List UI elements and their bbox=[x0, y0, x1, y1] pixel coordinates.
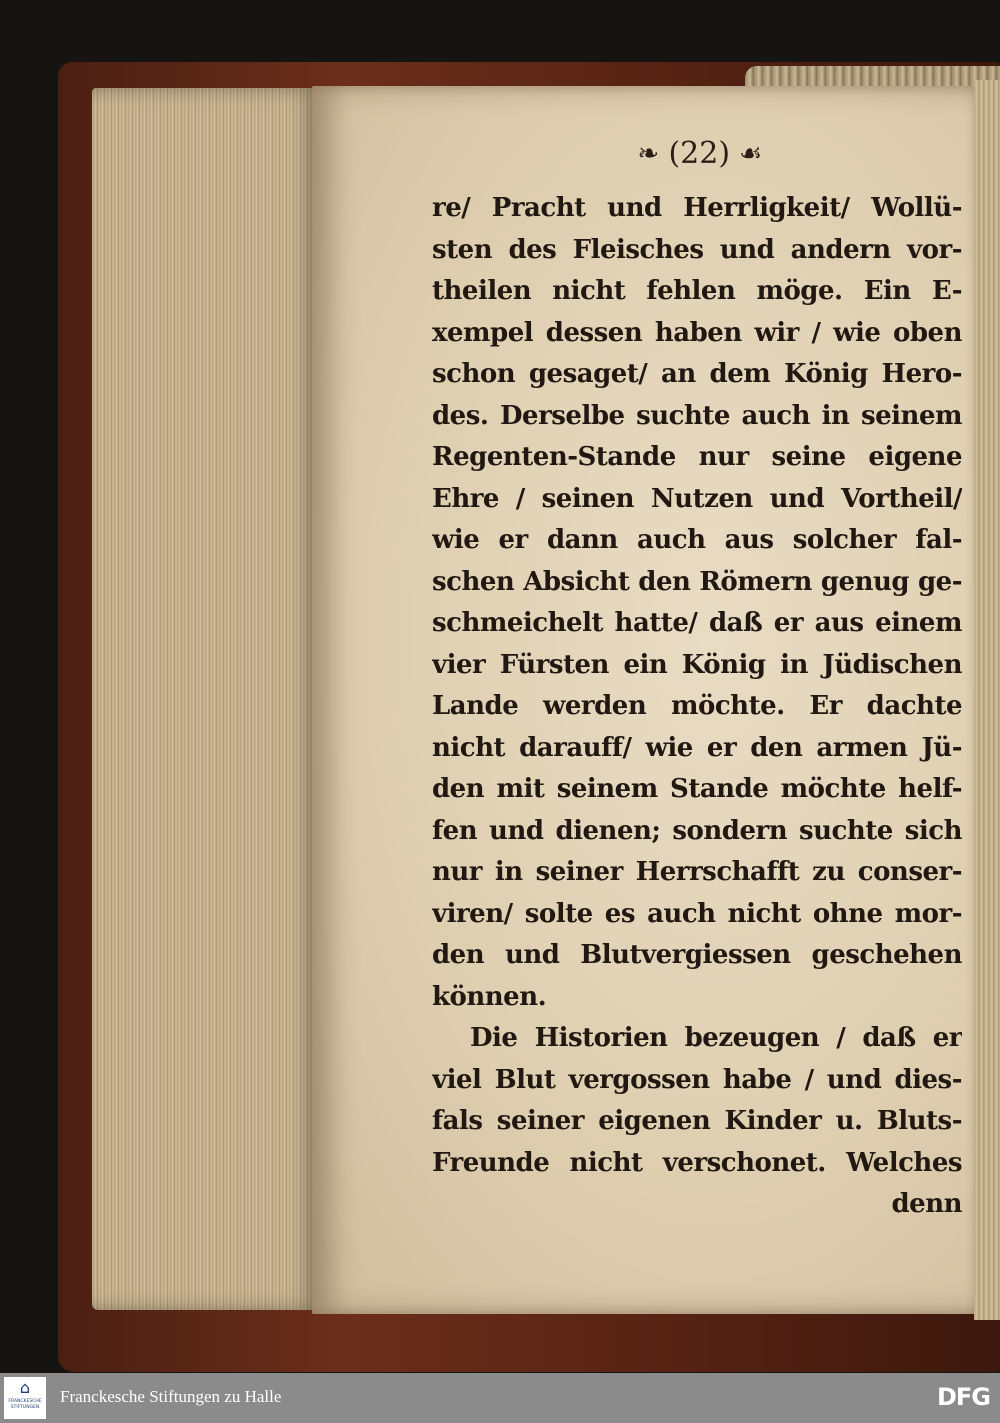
text-line: schmeichelt hatte/ daß er aus einem bbox=[432, 608, 962, 638]
right-ornament-icon: ☙ bbox=[739, 138, 763, 169]
text-line: nur in seiner Herrschafft zu conser- bbox=[432, 857, 962, 887]
text-line: xempel dessen haben wir / wie oben bbox=[432, 317, 962, 348]
viewer-footer bbox=[0, 1373, 1000, 1423]
text-line: wie er dann auch aus solcher fal- bbox=[432, 525, 962, 555]
text-line: können. bbox=[432, 981, 547, 1012]
left-ornament-icon: ❧ bbox=[637, 138, 660, 169]
text-line: viren/ solte es auch nicht ohne mor- bbox=[432, 898, 962, 929]
text-line: schon gesaget/ an dem König Hero- bbox=[432, 359, 962, 389]
text-line: nicht darauff/ wie er den armen Jü- bbox=[432, 732, 962, 763]
text-line: den mit seinem Stande möchte helf- bbox=[432, 774, 962, 804]
page-number: (22) bbox=[668, 136, 731, 171]
text-line: theilen nicht fehlen möge. Ein E- bbox=[432, 276, 962, 306]
text-line: Die Historien bezeugen / daß er bbox=[470, 1023, 962, 1053]
page-right-edge bbox=[974, 80, 1000, 1320]
catchword: denn bbox=[891, 1189, 962, 1219]
text-line: viel Blut vergossen habe / und dies- bbox=[432, 1064, 962, 1095]
page-block-edges bbox=[92, 88, 320, 1310]
text-line: vier Fürsten ein König in Jüdischen bbox=[432, 649, 962, 680]
text-line: Regenten-Stande nur seine eigene bbox=[432, 442, 962, 472]
text-line: fals seiner eigenen Kinder u. Bluts- bbox=[432, 1106, 962, 1136]
text-line: den und Blutvergiessen geschehen bbox=[432, 940, 962, 970]
text-line: re/ Pracht und Herrligkeit/ Wollü- bbox=[432, 193, 962, 223]
institution-name[interactable]: Franckesche Stiftungen zu Halle bbox=[60, 1387, 282, 1406]
text-line: Lande werden möchte. Er dachte bbox=[432, 691, 962, 721]
page-text-block bbox=[432, 188, 962, 1226]
page-header bbox=[600, 136, 800, 182]
text-line: schen Absicht den Römern genug ge- bbox=[432, 566, 962, 597]
text-line: sten des Fleisches und andern vor- bbox=[432, 234, 962, 265]
text-line: Ehre / seinen Nutzen und Vortheil/ bbox=[432, 483, 962, 514]
text-line: des. Derselbe suchte auch in seinem bbox=[432, 400, 962, 431]
institution-logo[interactable] bbox=[4, 1377, 46, 1419]
text-line: fen und dienen; sondern suchte sich bbox=[432, 815, 962, 846]
building-icon: ⌂ bbox=[19, 1378, 31, 1397]
dfg-logo[interactable]: DFG bbox=[936, 1383, 990, 1411]
logo-text: FRANCKESCHE STIFTUNGEN bbox=[8, 1399, 42, 1410]
text-line: Freunde nicht verschonet. Welches bbox=[432, 1147, 962, 1178]
